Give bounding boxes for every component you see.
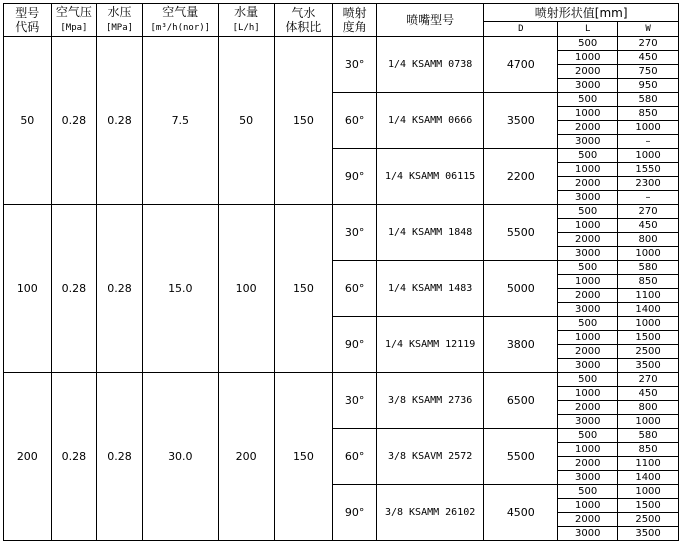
cell-l: 2000 bbox=[558, 121, 618, 135]
cell-l: 1000 bbox=[558, 107, 618, 121]
cell-nozzle-model: 1/4 KSAMM 0666 bbox=[376, 93, 483, 149]
cell-d: 4500 bbox=[484, 485, 558, 541]
cell-model-code: 100 bbox=[4, 205, 52, 373]
cell-model-code: 50 bbox=[4, 37, 52, 205]
cell-l: 3000 bbox=[558, 415, 618, 429]
cell-w: 2500 bbox=[618, 345, 679, 359]
cell-w: 580 bbox=[618, 93, 679, 107]
cell-l: 3000 bbox=[558, 191, 618, 205]
cell-w: 1400 bbox=[618, 303, 679, 317]
cell-w: 950 bbox=[618, 79, 679, 93]
cell-air-volume: 30.0 bbox=[142, 373, 218, 541]
cell-w: 850 bbox=[618, 107, 679, 121]
cell-nozzle-model: 1/4 KSAMM 1848 bbox=[376, 205, 483, 261]
cell-spray-angle: 90° bbox=[333, 317, 377, 373]
cell-w: 1000 bbox=[618, 149, 679, 163]
cell-l: 1000 bbox=[558, 163, 618, 177]
cell-w: 1550 bbox=[618, 163, 679, 177]
cell-water-volume: 200 bbox=[218, 373, 274, 541]
cell-l: 500 bbox=[558, 261, 618, 275]
cell-air-pressure: 0.28 bbox=[51, 37, 97, 205]
cell-w: 270 bbox=[618, 373, 679, 387]
header-model-code: 型号 代码 bbox=[4, 4, 52, 37]
header-air-pressure: 空气压 [Mpa] bbox=[51, 4, 97, 37]
header-water-volume: 水量 [L/h] bbox=[218, 4, 274, 37]
header-spray-shape: 喷射形状值[mm] bbox=[484, 4, 679, 22]
cell-spray-angle: 90° bbox=[333, 149, 377, 205]
cell-l: 3000 bbox=[558, 527, 618, 541]
cell-model-code: 200 bbox=[4, 373, 52, 541]
cell-l: 500 bbox=[558, 485, 618, 499]
cell-w: 1100 bbox=[618, 289, 679, 303]
cell-l: 3000 bbox=[558, 247, 618, 261]
cell-air-volume: 7.5 bbox=[142, 37, 218, 205]
cell-w: 3500 bbox=[618, 359, 679, 373]
cell-w: 1000 bbox=[618, 247, 679, 261]
cell-spray-angle: 60° bbox=[333, 93, 377, 149]
cell-nozzle-model: 3/8 KSAMM 2736 bbox=[376, 373, 483, 429]
cell-w: 1400 bbox=[618, 471, 679, 485]
cell-d: 2200 bbox=[484, 149, 558, 205]
header-spray-angle: 喷射 度角 bbox=[333, 4, 377, 37]
cell-spray-angle: 30° bbox=[333, 205, 377, 261]
cell-l: 2000 bbox=[558, 233, 618, 247]
cell-spray-angle: 30° bbox=[333, 37, 377, 93]
spray-spec-table bbox=[3, 3, 679, 541]
cell-l: 1000 bbox=[558, 499, 618, 513]
cell-water-pressure: 0.28 bbox=[97, 373, 143, 541]
header-w: W bbox=[618, 22, 679, 37]
table-row bbox=[4, 373, 679, 387]
cell-w: 2300 bbox=[618, 177, 679, 191]
cell-d: 3800 bbox=[484, 317, 558, 373]
cell-w: 3500 bbox=[618, 527, 679, 541]
cell-l: 3000 bbox=[558, 359, 618, 373]
cell-w: – bbox=[618, 135, 679, 149]
cell-w: 850 bbox=[618, 275, 679, 289]
cell-nozzle-model: 1/4 KSAMM 0738 bbox=[376, 37, 483, 93]
cell-w: 1500 bbox=[618, 331, 679, 345]
cell-w: 450 bbox=[618, 219, 679, 233]
cell-nozzle-model: 1/4 KSAMM 1483 bbox=[376, 261, 483, 317]
cell-air-volume: 15.0 bbox=[142, 205, 218, 373]
cell-l: 2000 bbox=[558, 513, 618, 527]
cell-l: 3000 bbox=[558, 79, 618, 93]
cell-water-volume: 50 bbox=[218, 37, 274, 205]
cell-l: 2000 bbox=[558, 65, 618, 79]
cell-spray-angle: 30° bbox=[333, 373, 377, 429]
cell-nozzle-model: 1/4 KSAMM 06115 bbox=[376, 149, 483, 205]
cell-l: 500 bbox=[558, 93, 618, 107]
table-row bbox=[4, 205, 679, 219]
cell-l: 1000 bbox=[558, 443, 618, 457]
cell-w: 1000 bbox=[618, 317, 679, 331]
cell-spray-angle: 90° bbox=[333, 485, 377, 541]
cell-d: 3500 bbox=[484, 93, 558, 149]
cell-w: 580 bbox=[618, 429, 679, 443]
cell-w: 270 bbox=[618, 37, 679, 51]
cell-l: 2000 bbox=[558, 457, 618, 471]
cell-spray-angle: 60° bbox=[333, 429, 377, 485]
cell-w: 1100 bbox=[618, 457, 679, 471]
cell-d: 4700 bbox=[484, 37, 558, 93]
cell-air-pressure: 0.28 bbox=[51, 373, 97, 541]
cell-l: 1000 bbox=[558, 387, 618, 401]
header-water-pressure: 水压 [MPa] bbox=[97, 4, 143, 37]
cell-w: 800 bbox=[618, 233, 679, 247]
cell-w: 1000 bbox=[618, 121, 679, 135]
cell-l: 2000 bbox=[558, 401, 618, 415]
cell-gas-water-ratio: 150 bbox=[274, 205, 333, 373]
cell-w: 580 bbox=[618, 261, 679, 275]
cell-w: 2500 bbox=[618, 513, 679, 527]
cell-w: 1000 bbox=[618, 485, 679, 499]
cell-nozzle-model: 3/8 KSAVM 2572 bbox=[376, 429, 483, 485]
cell-gas-water-ratio: 150 bbox=[274, 373, 333, 541]
cell-l: 2000 bbox=[558, 289, 618, 303]
cell-l: 1000 bbox=[558, 275, 618, 289]
header-air-volume: 空气量 [m³/h(nor)] bbox=[142, 4, 218, 37]
cell-l: 1000 bbox=[558, 331, 618, 345]
cell-gas-water-ratio: 150 bbox=[274, 37, 333, 205]
cell-l: 500 bbox=[558, 373, 618, 387]
cell-w: 1500 bbox=[618, 499, 679, 513]
cell-water-pressure: 0.28 bbox=[97, 37, 143, 205]
cell-w: 1000 bbox=[618, 415, 679, 429]
cell-w: 800 bbox=[618, 401, 679, 415]
cell-w: 270 bbox=[618, 205, 679, 219]
header-l: L bbox=[558, 22, 618, 37]
cell-spray-angle: 60° bbox=[333, 261, 377, 317]
cell-water-volume: 100 bbox=[218, 205, 274, 373]
cell-d: 5000 bbox=[484, 261, 558, 317]
cell-l: 3000 bbox=[558, 471, 618, 485]
cell-l: 500 bbox=[558, 317, 618, 331]
header-nozzle-model: 喷嘴型号 bbox=[376, 4, 483, 37]
header-gas-water-ratio: 气水 体积比 bbox=[274, 4, 333, 37]
cell-d: 5500 bbox=[484, 429, 558, 485]
cell-l: 1000 bbox=[558, 219, 618, 233]
cell-w: 450 bbox=[618, 51, 679, 65]
table-body bbox=[4, 37, 679, 541]
cell-d: 6500 bbox=[484, 373, 558, 429]
cell-air-pressure: 0.28 bbox=[51, 205, 97, 373]
cell-l: 500 bbox=[558, 429, 618, 443]
cell-l: 500 bbox=[558, 149, 618, 163]
cell-d: 5500 bbox=[484, 205, 558, 261]
cell-l: 3000 bbox=[558, 135, 618, 149]
cell-l: 500 bbox=[558, 205, 618, 219]
cell-l: 2000 bbox=[558, 177, 618, 191]
table-row bbox=[4, 37, 679, 51]
cell-l: 2000 bbox=[558, 345, 618, 359]
cell-l: 500 bbox=[558, 37, 618, 51]
cell-l: 1000 bbox=[558, 51, 618, 65]
cell-w: – bbox=[618, 191, 679, 205]
cell-l: 3000 bbox=[558, 303, 618, 317]
cell-w: 450 bbox=[618, 387, 679, 401]
cell-w: 850 bbox=[618, 443, 679, 457]
cell-water-pressure: 0.28 bbox=[97, 205, 143, 373]
cell-w: 750 bbox=[618, 65, 679, 79]
cell-nozzle-model: 1/4 KSAMM 12119 bbox=[376, 317, 483, 373]
cell-nozzle-model: 3/8 KSAMM 26102 bbox=[376, 485, 483, 541]
header-d: D bbox=[484, 22, 558, 37]
